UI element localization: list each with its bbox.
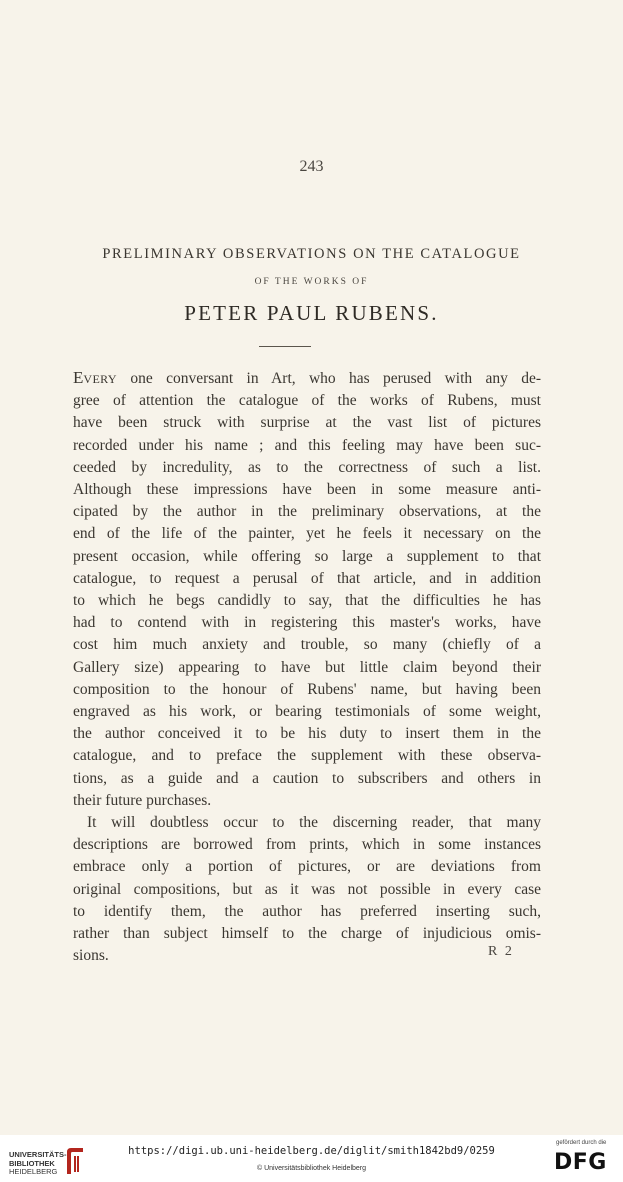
drop-initial: E [73, 368, 84, 387]
copyright-notice: © Universitätsbibliothek Heidelberg [256, 1165, 367, 1172]
body-line: It will doubtless occur to the discerning reader, that many [87, 814, 541, 832]
body-line: cipated by the author in the preliminary observations, at the [73, 503, 541, 521]
body-line: rather than subject himself to the charge of injudicious omis- [73, 925, 541, 943]
body-line [73, 367, 541, 390]
body-line: ceeded by incredulity, as to the correctness of such a list. [73, 458, 541, 476]
body-line: present occasion, while offering so large a supplement to that [73, 547, 541, 565]
body-text [73, 367, 541, 967]
library-name-line: HEIDELBERG [9, 1167, 58, 1177]
body-line: Although these impressions have been in some measure anti- [73, 481, 541, 499]
body-line: embrace only a portion of pictures, or are deviations from [73, 858, 541, 876]
dfg-logo[interactable]: DFG [554, 1150, 607, 1175]
body-line: have been struck with surprise at the vast list of pictures [73, 414, 541, 432]
permalink-url[interactable]: https://digi.ub.uni-heidelberg.de/diglit/smith1842bd9/0259 [128, 1145, 495, 1157]
body-line: descriptions are borrowed from prints, which in some instances [73, 836, 541, 854]
library-name-line: BIBLIOTHEK [9, 1158, 55, 1168]
body-line-text: one conversant in Art, who has perused with any de- [117, 370, 541, 387]
body-line: had to contend with in registering this master's works, have [73, 614, 541, 632]
page-number: 243 [299, 158, 324, 175]
body-line: Gallery size) appearing to have but little claim beyond their [73, 658, 541, 676]
body-line: gree of attention the catalogue of the works of Rubens, must [73, 392, 541, 410]
title-line-3: PETER PAUL RUBENS. [184, 301, 439, 325]
title-divider [259, 346, 311, 347]
body-line: to which he begs candidly to say, that the difficulties he has [73, 592, 541, 610]
body-line: catalogue, and to preface the supplement with these observa- [73, 747, 541, 765]
body-line: their future purchases. [73, 791, 212, 809]
body-line: sions. [73, 947, 109, 965]
viewer-footer [0, 1135, 623, 1182]
body-line: original compositions, but as it was not possible in every case [73, 880, 541, 898]
body-line: recorded under his name ; and this feeling may have been suc- [73, 436, 541, 454]
library-name-line: UNIVERSITÄTS- [9, 1150, 67, 1159]
body-line: tions, as a guide and a caution to subscribers and others in [73, 769, 541, 787]
title-line-1: PRELIMINARY OBSERVATIONS ON THE CATALOGUE [102, 246, 521, 262]
body-line: to identify them, the author has preferred inserting such, [73, 902, 541, 920]
funding-note: gefördert durch die [556, 1140, 607, 1146]
first-word-smallcaps: VERY [83, 372, 117, 386]
body-line: end of the life of the painter, yet he feels it necessary on the [73, 525, 541, 543]
title-line-2: OF THE WORKS OF [254, 277, 369, 287]
signature-mark: R 2 [488, 944, 514, 959]
body-line: composition to the honour of Rubens' name, but having been [73, 680, 541, 698]
body-line: catalogue, to request a perusal of that article, and in addition [73, 569, 541, 587]
body-line: the author conceived it to be his duty to insert them in the [73, 725, 541, 743]
body-line: engraved as his work, or bearing testimonials of some weight, [73, 703, 541, 721]
body-line: cost him much anxiety and trouble, so many (chiefly of a [73, 636, 541, 654]
